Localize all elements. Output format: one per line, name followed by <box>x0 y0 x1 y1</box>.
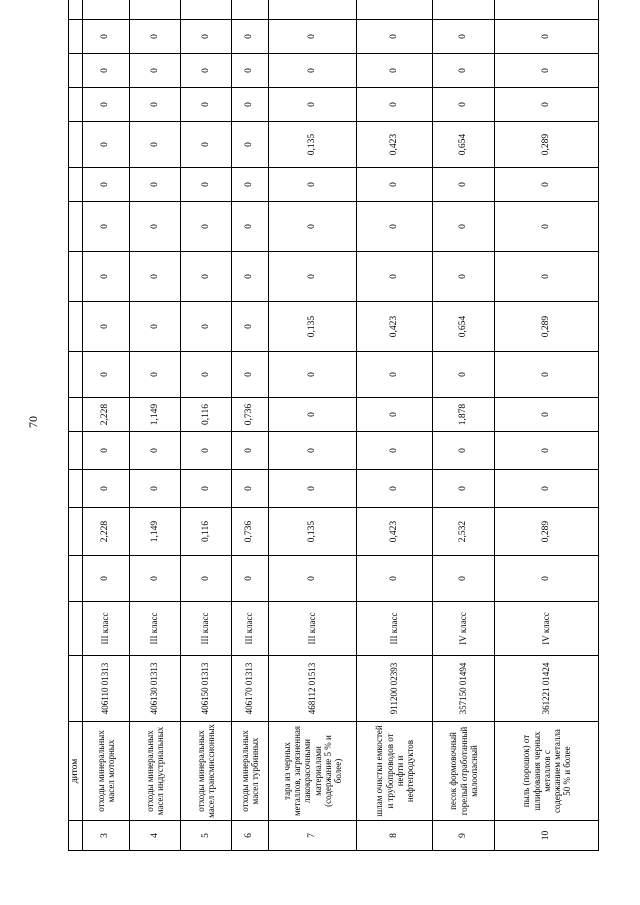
row-number: 7 <box>268 821 357 851</box>
table-row <box>129 0 180 851</box>
hazard-class: III класс <box>231 602 268 656</box>
value-cell: 0 <box>231 20 268 54</box>
waste-code: 406150 01313 <box>181 656 231 722</box>
value-cell: 0 <box>129 556 180 602</box>
waste-code: 406110 01313 <box>82 656 129 722</box>
value-cell: 2,228 <box>82 508 129 556</box>
value-cell: 0 <box>231 352 268 398</box>
row-number: 9 <box>432 821 494 851</box>
value-cell: 0 <box>357 252 433 302</box>
value-cell: 0 <box>82 352 129 398</box>
value-cell: 0 <box>181 20 231 54</box>
value-cell: 0 <box>82 122 129 168</box>
value-cell: 0 <box>231 168 268 202</box>
value-cell: 0 <box>181 252 231 302</box>
value-cell <box>231 0 268 20</box>
value-cell: 0,654 <box>432 122 494 168</box>
value-cell: 2,228 <box>82 398 129 432</box>
value-cell: 0 <box>181 168 231 202</box>
value-cell: 0 <box>129 122 180 168</box>
value-cell: 0 <box>495 352 599 398</box>
value-cell: 0 <box>82 88 129 122</box>
value-cell: 0 <box>181 432 231 470</box>
value-cell: 0 <box>181 122 231 168</box>
value-cell: 0 <box>357 556 433 602</box>
value-cell: 0 <box>181 54 231 88</box>
value-cell: 0 <box>268 202 357 252</box>
value-cell: 1,149 <box>129 398 180 432</box>
value-cell: 0 <box>432 252 494 302</box>
table-row <box>82 0 129 851</box>
value-cell: 0 <box>231 302 268 352</box>
table-row <box>495 0 599 851</box>
waste-code: 468112 01513 <box>268 656 357 722</box>
row-number: 6 <box>231 821 268 851</box>
value-cell: 0 <box>357 168 433 202</box>
value-cell: 0 <box>129 168 180 202</box>
value-cell: 0 <box>268 252 357 302</box>
value-cell <box>268 0 357 20</box>
hazard-class: III класс <box>129 602 180 656</box>
value-cell: 0 <box>129 202 180 252</box>
value-cell: 0 <box>495 88 599 122</box>
waste-name: отходы минеральных масел моторных <box>82 722 129 821</box>
waste-name: отходы минеральных масел турбинных <box>231 722 268 821</box>
value-cell: 0,423 <box>357 508 433 556</box>
value-cell: 0,423 <box>357 122 433 168</box>
value-cell: 0 <box>268 352 357 398</box>
value-cell: 0 <box>432 20 494 54</box>
hazard-class: III класс <box>268 602 357 656</box>
value-cell: 0 <box>268 432 357 470</box>
hazard-class: III класс <box>357 602 433 656</box>
value-cell: 0 <box>357 54 433 88</box>
waste-name: шлам очистки емкостей и трубопроводов от нефти и нефтепродуктов <box>357 722 433 821</box>
value-cell: 0,116 <box>181 508 231 556</box>
waste-code: 357150 01494 <box>432 656 494 722</box>
value-cell: 0 <box>129 88 180 122</box>
value-cell: 0 <box>268 88 357 122</box>
value-cell: 0 <box>432 54 494 88</box>
value-cell: 0 <box>231 202 268 252</box>
value-cell: 0 <box>357 432 433 470</box>
value-cell: 0,654 <box>432 302 494 352</box>
value-cell: 0 <box>231 54 268 88</box>
value-cell: 0,135 <box>268 122 357 168</box>
value-cell: 0 <box>181 88 231 122</box>
value-cell: 0 <box>82 252 129 302</box>
continuation-label: дитом <box>69 722 83 821</box>
value-cell: 0 <box>268 54 357 88</box>
waste-table-container <box>68 29 599 851</box>
value-cell: 0 <box>495 556 599 602</box>
value-cell: 0 <box>231 88 268 122</box>
waste-name: тара из черных металлов, загрязненная лакокрасочными материалами (содержание 5 % и более) <box>268 722 357 821</box>
value-cell: 0 <box>181 202 231 252</box>
value-cell: 0,736 <box>231 508 268 556</box>
value-cell: 0 <box>432 168 494 202</box>
value-cell: 0 <box>432 432 494 470</box>
value-cell <box>495 0 599 20</box>
value-cell: 0 <box>432 556 494 602</box>
value-cell: 0 <box>82 202 129 252</box>
table-row <box>181 0 231 851</box>
value-cell: 0 <box>82 470 129 508</box>
value-cell <box>129 0 180 20</box>
value-cell: 0 <box>181 302 231 352</box>
value-cell: 0 <box>357 202 433 252</box>
waste-code: 361221 01424 <box>495 656 599 722</box>
row-number: 10 <box>495 821 599 851</box>
value-cell: 0 <box>268 168 357 202</box>
value-cell: 0 <box>231 432 268 470</box>
value-cell: 0,116 <box>181 398 231 432</box>
value-cell: 0 <box>129 432 180 470</box>
hazard-class: III класс <box>181 602 231 656</box>
hazard-class: IV класс <box>432 602 494 656</box>
value-cell: 0 <box>495 20 599 54</box>
hazard-class: III класс <box>82 602 129 656</box>
waste-name: отходы минеральных масел индустриальных <box>129 722 180 821</box>
row-number: 5 <box>181 821 231 851</box>
page-number: 70 <box>26 416 40 428</box>
value-cell: 0 <box>495 168 599 202</box>
value-cell: 2,532 <box>432 508 494 556</box>
value-cell: 0 <box>432 352 494 398</box>
value-cell: 0 <box>181 556 231 602</box>
table-row <box>268 0 357 851</box>
hazard-class: IV класс <box>495 602 599 656</box>
waste-name: песок формовочный горелый отработанный малоопасный <box>432 722 494 821</box>
value-cell: 0 <box>82 302 129 352</box>
value-cell: 0 <box>82 54 129 88</box>
table-continuation-row <box>69 0 83 851</box>
value-cell: 0 <box>129 302 180 352</box>
value-cell: 0 <box>82 20 129 54</box>
value-cell: 0 <box>268 470 357 508</box>
waste-code: 406170 01313 <box>231 656 268 722</box>
value-cell: 0 <box>181 352 231 398</box>
value-cell <box>181 0 231 20</box>
waste-code: 911200 02393 <box>357 656 433 722</box>
value-cell: 0,135 <box>268 508 357 556</box>
value-cell: 0 <box>432 88 494 122</box>
value-cell: 0,289 <box>495 122 599 168</box>
value-cell: 0 <box>231 122 268 168</box>
value-cell: 0 <box>231 556 268 602</box>
value-cell: 0 <box>357 20 433 54</box>
value-cell: 0,423 <box>357 302 433 352</box>
value-cell: 0 <box>357 470 433 508</box>
value-cell: 0,736 <box>231 398 268 432</box>
value-cell: 0 <box>129 352 180 398</box>
value-cell: 0 <box>268 398 357 432</box>
value-cell: 0 <box>357 88 433 122</box>
value-cell: 0 <box>82 556 129 602</box>
value-cell: 0 <box>357 352 433 398</box>
value-cell: 0 <box>82 168 129 202</box>
value-cell: 0 <box>129 470 180 508</box>
value-cell <box>82 0 129 20</box>
waste-name: пыль (порошок) от шлифования черных металлов с содержанием металла 50 % и более <box>495 722 599 821</box>
value-cell <box>357 0 433 20</box>
value-cell: 0,135 <box>268 302 357 352</box>
table-row <box>432 0 494 851</box>
value-cell: 0 <box>432 470 494 508</box>
waste-name: отходы минеральных масел трансмиссионных <box>181 722 231 821</box>
value-cell <box>432 0 494 20</box>
value-cell: 0 <box>357 398 433 432</box>
value-cell: 1,149 <box>129 508 180 556</box>
value-cell: 0 <box>495 398 599 432</box>
value-cell: 0 <box>495 202 599 252</box>
value-cell: 0 <box>495 252 599 302</box>
value-cell: 0 <box>268 556 357 602</box>
value-cell: 0 <box>181 470 231 508</box>
value-cell: 0,289 <box>495 302 599 352</box>
value-cell: 0 <box>231 470 268 508</box>
value-cell: 0 <box>495 54 599 88</box>
value-cell: 0 <box>495 432 599 470</box>
table-row <box>231 0 268 851</box>
value-cell: 0 <box>129 252 180 302</box>
value-cell: 0 <box>231 252 268 302</box>
row-number: 3 <box>82 821 129 851</box>
value-cell: 0,289 <box>495 508 599 556</box>
row-number: 4 <box>129 821 180 851</box>
value-cell: 0 <box>129 54 180 88</box>
waste-table <box>68 0 599 851</box>
value-cell: 0 <box>268 20 357 54</box>
value-cell: 0 <box>129 20 180 54</box>
value-cell: 0 <box>82 432 129 470</box>
row-number: 8 <box>357 821 433 851</box>
waste-code: 406130 01313 <box>129 656 180 722</box>
value-cell: 0 <box>495 470 599 508</box>
value-cell: 0 <box>432 202 494 252</box>
value-cell: 1,878 <box>432 398 494 432</box>
table-row <box>357 0 433 851</box>
